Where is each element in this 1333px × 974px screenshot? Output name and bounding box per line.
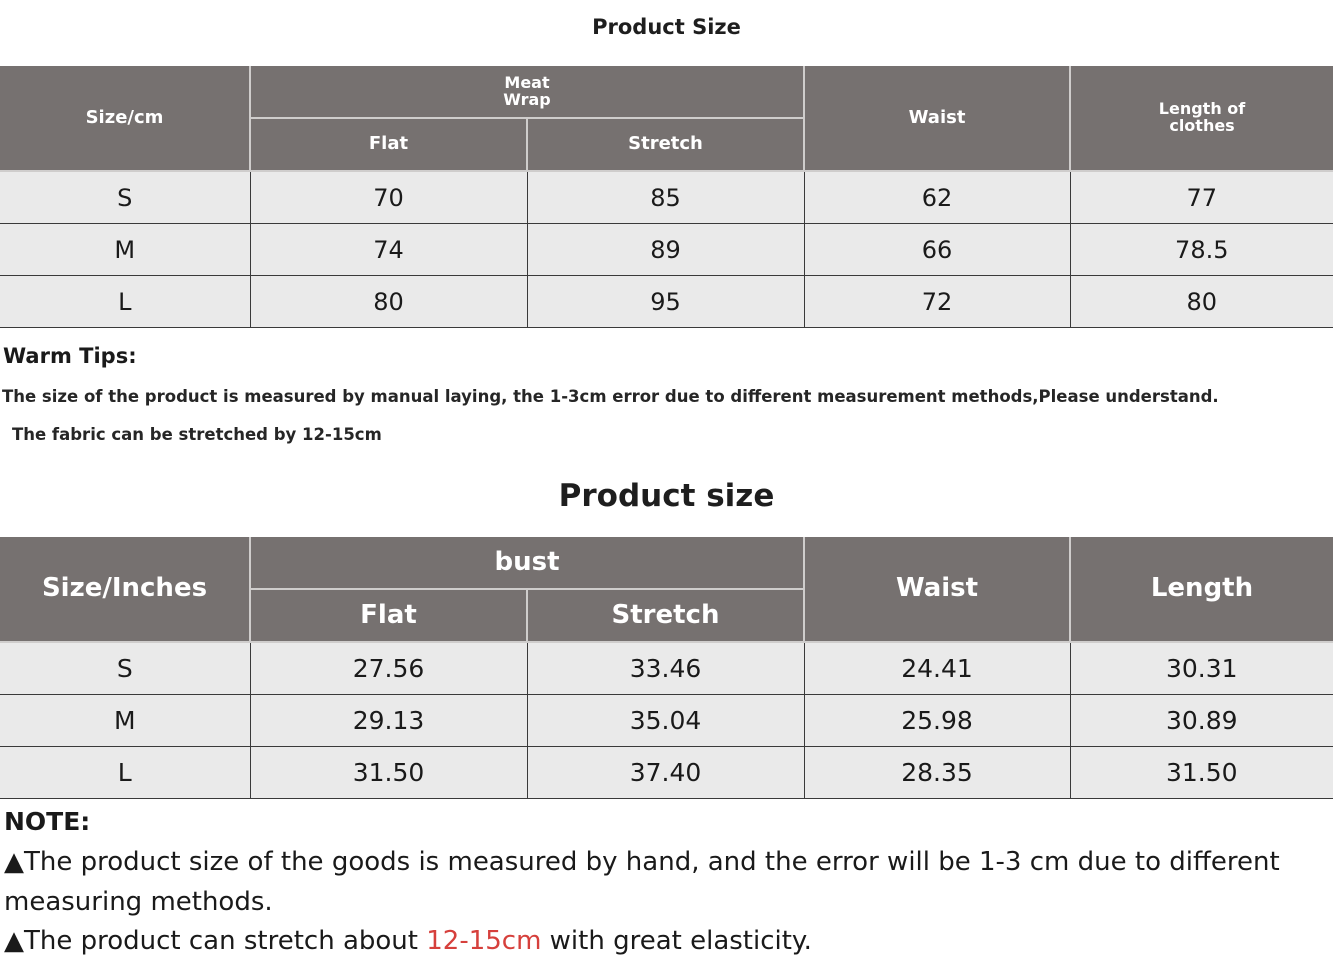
- note-stretch-highlight: 12-15cm: [426, 926, 542, 956]
- bust-group-header: Meat Wrap: [250, 66, 804, 118]
- length-header: Length of clothes: [1070, 66, 1333, 171]
- note-measurement: ▲The product size of the goods is measured by hand, and the error will be 1-3 cm due to different measuring methods.: [4, 847, 1280, 917]
- waist-header: Waist: [804, 66, 1070, 171]
- stretch-header: Stretch: [527, 118, 804, 171]
- note-title: NOTE:: [4, 807, 91, 836]
- size-cell: S: [0, 642, 250, 695]
- size-cell: S: [0, 171, 250, 224]
- waist-cell: 62: [804, 171, 1070, 224]
- bust-group-header: bust: [250, 537, 804, 589]
- warm-tip-measurement: The size of the product is measured by manual laying, the 1-3cm error due to different measurement methods,Please understand.: [2, 387, 1219, 406]
- length-cell: 30.89: [1070, 695, 1333, 747]
- length-cell: 30.31: [1070, 642, 1333, 695]
- size-cell: M: [0, 695, 250, 747]
- flat-cell: 31.50: [250, 747, 527, 799]
- flat-cell: 70: [250, 171, 527, 224]
- stretch-cell: 95: [527, 276, 804, 328]
- note-stretch-suffix: with great elasticity.: [541, 926, 812, 956]
- length-cell: 77: [1070, 171, 1333, 224]
- note-stretch-prefix: ▲The product can stretch about: [4, 926, 427, 956]
- flat-header: Flat: [250, 118, 527, 171]
- stretch-cell: 33.46: [527, 642, 804, 695]
- waist-cell: 24.41: [804, 642, 1070, 695]
- waist-cell: 28.35: [804, 747, 1070, 799]
- table-row: [0, 642, 1333, 695]
- length-cell: 80: [1070, 276, 1333, 328]
- stretch-header: Stretch: [527, 589, 804, 642]
- length-cell: 31.50: [1070, 747, 1333, 799]
- warm-tip-stretch: The fabric can be stretched by 12-15cm: [12, 425, 382, 444]
- size-cell: L: [0, 747, 250, 799]
- table-row: [0, 747, 1333, 799]
- cm-size-title: Product Size: [592, 15, 741, 39]
- stretch-cell: 35.04: [527, 695, 804, 747]
- size-header: Size/cm: [0, 66, 250, 171]
- cm-size-table: [0, 66, 1333, 328]
- size-cell: L: [0, 276, 250, 328]
- waist-header: Waist: [804, 537, 1070, 642]
- size-header: Size/Inches: [0, 537, 250, 642]
- warm-tips-title: Warm Tips:: [3, 344, 137, 368]
- flat-cell: 27.56: [250, 642, 527, 695]
- table-row: [0, 224, 1333, 276]
- flat-cell: 74: [250, 224, 527, 276]
- length-cell: 78.5: [1070, 224, 1333, 276]
- inch-size-table: [0, 537, 1333, 799]
- stretch-cell: 37.40: [527, 747, 804, 799]
- flat-cell: 29.13: [250, 695, 527, 747]
- stretch-cell: 89: [527, 224, 804, 276]
- note-stretch: [4, 921, 1324, 961]
- table-row: [0, 695, 1333, 747]
- inch-size-title: Product size: [558, 478, 775, 514]
- table-row: [0, 276, 1333, 328]
- flat-header: Flat: [250, 589, 527, 642]
- flat-cell: 80: [250, 276, 527, 328]
- waist-cell: 72: [804, 276, 1070, 328]
- table-row: [0, 171, 1333, 224]
- waist-cell: 25.98: [804, 695, 1070, 747]
- stretch-cell: 85: [527, 171, 804, 224]
- length-header: Length: [1070, 537, 1333, 642]
- waist-cell: 66: [804, 224, 1070, 276]
- size-cell: M: [0, 224, 250, 276]
